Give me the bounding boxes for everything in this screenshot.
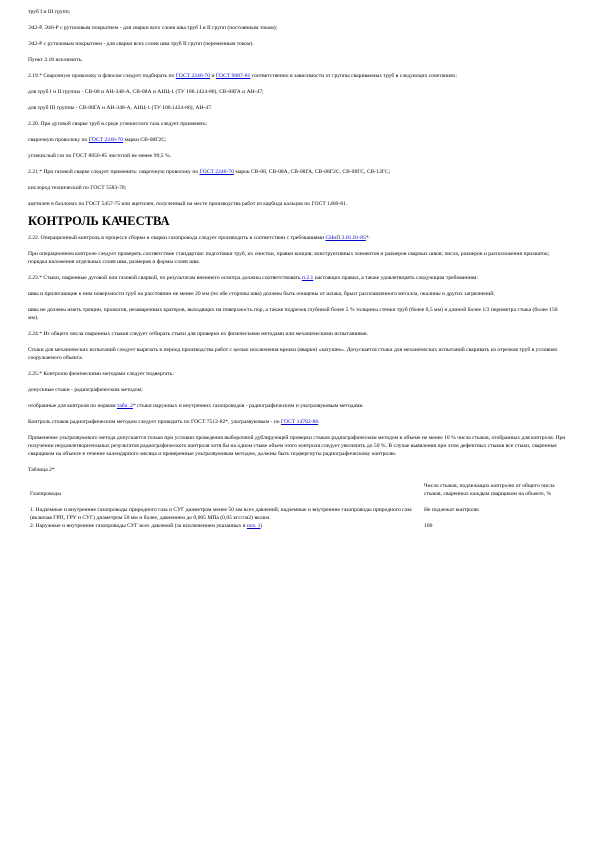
text: 2. Наружные и внутренние газопроводы СУГ всех давлений (за исключением указанных в: [30, 523, 247, 529]
text: Контроль стыков радиографическим методом следует проводить по ГОСТ 7512-82*, ультразвуковым - по: [28, 419, 281, 425]
paragraph: 2.25.* Контролю физическими методами следует подвергать:: [28, 371, 174, 377]
paragraph: Э42-Р с рутиловым покрытием - для сварки всех слоев шва труб II групп (переменным током).: [28, 41, 254, 47]
text: сварочную проволоку по: [28, 137, 89, 143]
paragraph: Стыки для механических испытаний следует вырезать в период производства работ с целью исключения врезки (вварки) «катушек». Допускается стыки для механических испытаний сваривать из отрезков труб в условиях сооружаемого объекта.: [28, 347, 558, 361]
paragraph-2-23: [28, 274, 568, 282]
paragraph-2-22: [28, 234, 568, 242]
gost-2246-link[interactable]: ГОСТ 2246-70: [88, 137, 124, 143]
paragraph: 2.20. При дуговой сварке труб в среде углекислого газа следует применять:: [28, 121, 208, 127]
text: 2.21.* При газовой сварке следует применять: сварочную проволоку по: [28, 169, 200, 175]
text: марок СВ-08, СВ-08А, СВ-08ГА, СВ-08Г2С, СВ-08ГС, СВ-12ГС;: [233, 169, 391, 175]
table-cell: 1. Надземные и внутренние газопроводы природного газа и СУГ диаметром менее 50 мм всех давлений; надземные и внутренние газопроводы природного газа (включая ГРП, ГРУ и СУГ) диаметром 50 мм и более, давлением до 0,005 МПа (0,05 кгс/см2) включ.: [30, 507, 412, 521]
text: 2.23.* Стыки, сваренные дуговой или газовой сваркой, по результатам внешнего осмотра должны соответствовать: [28, 275, 302, 281]
paragraph: Э42-Р, Э46-Р с рутиловым покрытием - для сварки всех слоев шва труб I и II групп (постоянным током);: [28, 25, 278, 31]
paragraph: ацетилен в баллонах по ГОСТ 5457-75 или ацетилен, полученный на месте производства работ из карбида кальция по ГОСТ 1460-81.: [28, 201, 348, 207]
paragraph: для труб III группы - СВ-08ГА и АН-348-А, АНЦ-1 (ТУ 108.1424-86), АН-47.: [28, 105, 213, 111]
gost-2246-link[interactable]: ГОСТ 2246-70: [175, 73, 211, 79]
section-heading: КОНТРОЛЬ КАЧЕСТВА: [28, 214, 170, 228]
paragraph: швы и прилегающие к ним поверхности труб на расстоянии не менее 20 мм (по обе стороны шва) должны быть очищены от шлака, брызг расплавленного металла, окалины и других загрязнений;: [28, 291, 495, 297]
table-caption: Таблица 2*: [28, 467, 55, 473]
paragraph: Применение ультразвукового метода допускается только при условии проведения выборочной дублирующей проверки стыков радиографическим методом в объеме не менее 10 % числа стыков, отобранных для контроля. При получении неудовлетворительных результатов радиографического контроля хотя бы на одном стыке объем этого контроля следует увеличить до 50 %. В случае выявления при этом дефектных стыков все стыки, сваренные сварщиком на объекте в течение календарного месяца и проверенные ультразвуковым методом, должны быть подвергнуты радиографическому контролю.: [28, 435, 566, 457]
paragraph: Пункт 2.18 исключить.: [28, 57, 83, 63]
gost-14782-link[interactable]: ГОСТ 14782-86: [280, 419, 319, 425]
table-cell: [28, 522, 422, 530]
paragraph-2-21: [28, 168, 568, 176]
table-2-link[interactable]: табл. 2: [116, 403, 133, 409]
paragraph: [28, 418, 568, 426]
poz-1-link[interactable]: поз. 1: [246, 523, 261, 529]
paragraph: кислород технический по ГОСТ 5583-78;: [28, 185, 127, 191]
paragraph: труб I и III групп;: [28, 9, 71, 15]
text: * стыки наружных и внутренних газопроводов - радиографическим и ультразвуковым методами.: [132, 403, 364, 409]
text: и: [210, 73, 216, 79]
snip-link[interactable]: СНиП 3.01.01-85: [325, 235, 366, 241]
paragraph: [28, 402, 568, 410]
text: 2.19.* Сварочную проволоку и флюсом следует подбирать по: [28, 73, 176, 79]
paragraph: 2.24.* Из общего числа сваренных стыков следует отбирать стыки для проверки их физическими методами или механическими испытаниями.: [28, 331, 369, 337]
paragraph: углекислый газ по ГОСТ 8050-85 чистотой не менее 99,5 %.: [28, 153, 172, 159]
text: .: [318, 419, 320, 425]
p-2-1-link[interactable]: п.2.1: [301, 275, 314, 281]
text: отобранные для контроля по нормам: [28, 403, 117, 409]
table-header-row: [28, 482, 563, 498]
text: *.: [365, 235, 371, 241]
paragraph: допускные стыки - радиографическим методом;: [28, 387, 143, 393]
gost-2246-link[interactable]: ГОСТ 2246-70: [199, 169, 234, 175]
paragraph: При операционном контроле следует проверять соответствие стандартам: подготовки труб, их очистки, правки концов; конструктивных элементов и размеров сварных швов; числа, размеров и расположения прихваток; порядка наложения отдельных слоев шва, размеров и формы слоев шва.: [28, 251, 550, 265]
text: 2.22. Операционный контроль в процессе сборки и сварки газопровода следует производить в соответствии с требованиями: [28, 235, 326, 241]
paragraph: швы не должны иметь трещин, прожогов, незаваренных кратеров, выходящих на поверхность пор, а также подрезов глубиной более 5 % толщины стенки труб (более 0,5 мм) и длиной более 1/3 периметра стыка (более 150 мм).: [28, 307, 558, 321]
table-cell: 100: [424, 523, 433, 529]
paragraph: для труб I и II группы - СВ-08 и АН-348-А, СВ-08А и АНЦ-1 (ТУ 108.1424-86), СВ-08ГА и АН-47;: [28, 89, 264, 95]
table-row: [28, 522, 563, 530]
document-page: [28, 8, 568, 530]
paragraph-2-19: [28, 72, 568, 80]
table-cell: Не подлежат контролю: [424, 507, 479, 513]
text: соответственно в зависимости от группы свариваемых труб в следующих сочетаниях:: [250, 73, 458, 79]
text: настоящих правил, а также удовлетворять следующим требованиям:: [313, 275, 478, 281]
text: марки СВ-08Г2С;: [123, 137, 167, 143]
header-cell: Число стыков, подлежащих контролю от общего числа стыков, сваренных каждым сварщиком на объекте, %: [424, 483, 555, 497]
header-cell: Газопроводы: [30, 491, 61, 497]
paragraph: [28, 136, 568, 144]
gost-9087-link[interactable]: ГОСТ 9087-81: [215, 73, 251, 79]
text: ): [260, 523, 263, 529]
table-row: [28, 506, 563, 522]
table-2: [28, 482, 563, 530]
